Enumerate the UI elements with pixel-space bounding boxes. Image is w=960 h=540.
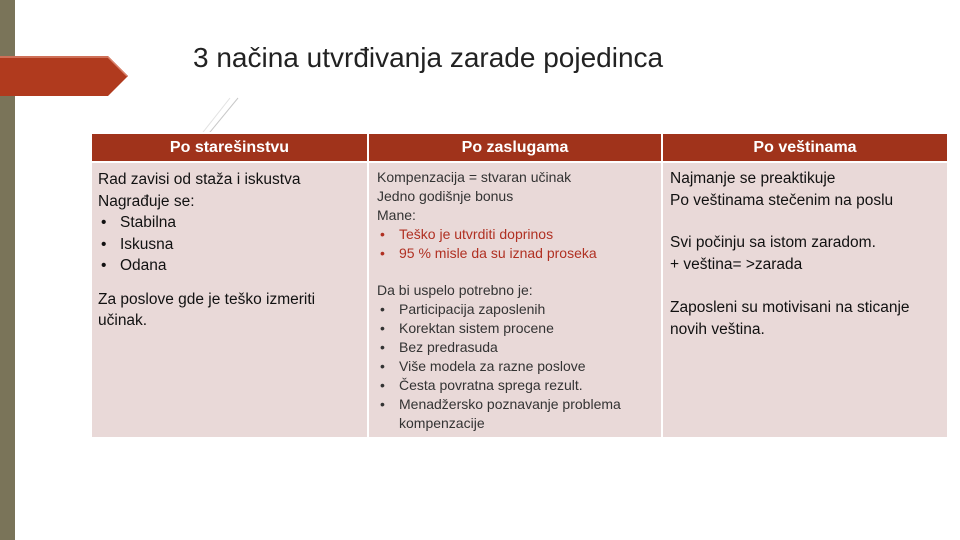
cell-text: Kompenzacija = stvaran učinak [377,169,572,185]
cell-text: Mane: [377,207,416,223]
cell-po-vestinama [662,162,948,438]
bullet-item: • Česta povratna sprega rezult. [377,376,655,395]
bullet-item: • Teško je utvrditi doprinos [377,225,655,244]
bullet-item: • Odana [98,255,361,277]
cell-text: + veština= >zarada [670,255,803,273]
cell-text: Svi počinju sa istom zaradom. [670,234,876,251]
bullet-item: • Bez predrasuda [377,338,655,357]
cell-paragraph: Zaposleni su motivisani na sticanje novih veština. [670,299,910,338]
bullet-item: • Više modela za razne poslove [377,357,655,376]
slide-title: 3 načina utvrđivanja zarade pojedinca [193,42,664,73]
bullet-item: • 95 % misle da su iznad proseka [377,244,655,263]
cell-po-staresinstvu [91,162,368,438]
bullet-item: • Menadžersko poznavanje problema kompenzacije [377,395,655,433]
header-po-vestinama: Po veštinama [662,133,948,162]
bullet-item: • Iskusna [98,234,361,256]
bullet-item: • Korektan sistem procene [377,319,655,338]
bullet-item: • Stabilna [98,212,361,234]
bullet-item: • Participacija zaposlenih [377,300,655,319]
header-po-zaslugama: Po zaslugama [368,133,662,162]
cell-text: Najmanje se preaktikuje [670,170,836,187]
cell-paragraph: Za poslove gde je teško izmeriti učinak. [98,290,316,329]
cell-text: Da bi uspelo potrebno je: [377,282,533,298]
header-po-staresinstvu: Po starešinstvu [91,133,368,162]
cell-text: Rad zavisi od staža i iskustva [98,171,301,188]
cell-po-zaslugama [368,162,662,438]
cell-text: Nagrađuje se: [98,192,195,210]
accent-arrow-shape [0,56,130,96]
cell-text: Po veštinama stečenim na poslu [670,191,894,209]
table-header-row [91,133,948,162]
table-body-row [91,162,948,438]
cell-text: Jedno godišnje bonus [377,188,514,204]
comparison-table [90,132,949,439]
